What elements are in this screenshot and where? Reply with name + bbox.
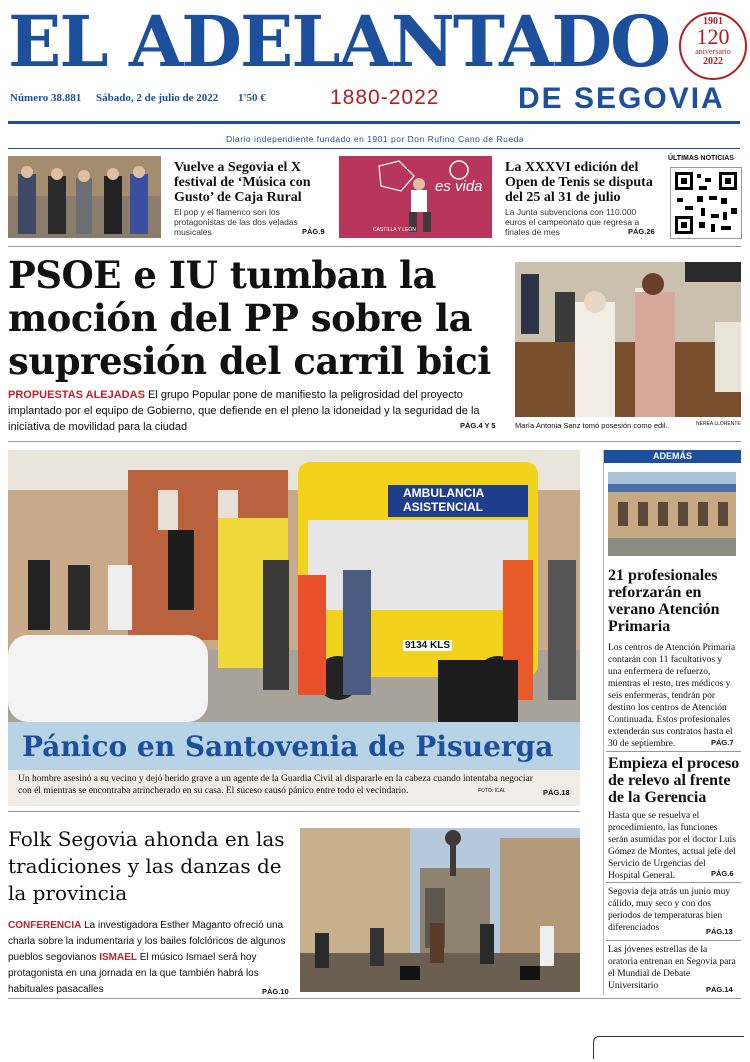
teaser-tennis-page: PÁG.26	[628, 227, 655, 236]
folk-page: PÁG.10	[262, 987, 289, 996]
sidebar-story1-body: Los centros de Atención Primaria contarán con 11 facultativos y una enfermera de refuerzo, mientras el resto, tres médicos y seis enfermeras, tendrán por destino los centros de Atención Continuada. Estos profesionales extenderán sus contratos hasta el 30 de septiembre.	[608, 643, 736, 749]
qr-code[interactable]	[670, 167, 742, 239]
main-photo-caption: María Antonia Sanz tomó posesión como edil.	[515, 421, 668, 430]
folk-photo-art	[300, 828, 580, 992]
main-lead	[8, 387, 508, 435]
main-lead-text: El grupo Popular pone de manifiesto la peligrosidad del proyecto implantado por el equipo de Gobierno, que defiende en el pleno la idoneidad y la seguridad de la iniciativa de movilidad para la ciudad	[8, 389, 480, 433]
sidebar-brief2-page: PÁG.14	[706, 985, 733, 994]
page-corner-mark	[593, 1036, 744, 1059]
teaser-divider	[8, 246, 741, 247]
tennis-photo[interactable]	[339, 156, 492, 238]
sidebar-brief1-page: PÁG.13	[706, 927, 733, 936]
sidebar-photo-art	[608, 472, 736, 556]
ambulance-plate: 9134 KLS	[405, 640, 451, 651]
folk-lead-part1: La investigadora Esther Maganto ofreció una charla sobre la indumentaria y los bailes folclóricos de algunos pueblos segovianos	[8, 920, 286, 963]
main-kicker: PROPUESTAS ALEJADAS	[8, 389, 145, 401]
main-headline[interactable]: PSOE e IU tumban la moción del PP sobre la supresión del carril bici	[8, 253, 491, 383]
sidebar-story2-body: Hasta que se resuelva el procedimiento, las funciones serán asumidas por el doctor Luis Gómez de Montes, actual jefe del Servicio de Urgencias del Hospital General.	[608, 811, 736, 881]
tennis-region: CASTILLA Y LEÓN	[373, 227, 416, 233]
teaser-festival-title[interactable]: Vuelve a Segovia el X festival de ‘Música con Gusto’ de Caja Rural	[174, 160, 311, 205]
sidebar-story2-headline[interactable]: Empieza el proceso de relevo al frente de la Gerencia	[608, 755, 740, 806]
panic-page: PÁG.18	[543, 788, 570, 797]
main-divider	[8, 441, 741, 442]
masthead-subtitle: DE SEGOVIA	[518, 82, 725, 115]
sidebar-brief2[interactable]: Las jóvenes estrellas de la oratoria entrenan en Segovia para el Mundial de Debate Universitario	[608, 945, 736, 991]
sidebar-story1-headline[interactable]: 21 profesionales reforzarán en verano Atención Primaria	[608, 567, 720, 635]
folk-lead-part2: El músico Ismael será hoy protagonista en una jornada en la que también habrá los habituales pasacalles	[8, 952, 259, 995]
anniversary-year-end: 2022	[703, 56, 723, 67]
panic-photo-art	[8, 450, 580, 722]
panic-headline[interactable]: Pánico en Santovenia de Pisuerga	[22, 730, 554, 763]
issue-number: Número 38.881	[10, 92, 82, 104]
sidebar-story2-page: PÁG.6	[711, 869, 734, 878]
ambulance-label-1: AMBULANCIA	[403, 486, 485, 500]
main-photo-art	[515, 262, 741, 417]
anniversary-badge	[679, 12, 747, 80]
masthead-rule	[8, 121, 740, 124]
panic-body: Un hombre asesinó a su vecino y dejó herido grave a un agente de la Guardia Civil al dispararle en la cabeza cuando intentaba negociar con él mientras se encontraba atrincherado en su casa. El suceso causó pánico entre todo el vecindario.	[18, 774, 533, 796]
panic-credit: FOTO: ICAL	[478, 788, 506, 794]
sidebar-photo[interactable]	[608, 472, 736, 556]
anniversary-year-start: 1901	[703, 16, 723, 27]
main-photo[interactable]	[515, 262, 741, 417]
folk-photo[interactable]	[300, 828, 580, 992]
masthead-years: 1880-2022	[330, 86, 440, 109]
qr-label: ÚLTIMAS NOTICIAS	[668, 155, 734, 162]
tagline: Diario independiente fundado en 1901 por Don Rufino Cano de Rueda	[225, 134, 525, 144]
sidebar-story1-page: PÁG.7	[711, 738, 734, 747]
festival-photo[interactable]	[8, 156, 161, 238]
teaser-tennis-title[interactable]: La XXXVI edición del Open de Tenis se disputa del 25 al 31 de julio	[505, 160, 653, 205]
tennis-photo-art	[339, 156, 492, 238]
masthead-title: EL ADELANTADO	[8, 0, 670, 83]
tagline-rule	[8, 148, 740, 149]
panic-photo[interactable]	[8, 450, 580, 722]
folk-headline[interactable]: Folk Segovia ahonda en las tradiciones y las danzas de la provincia	[8, 827, 285, 905]
teaser-tennis-subtitle: La Junta subvenciona con 110.000 euros el campeonato que regresa a finales de mes	[505, 207, 640, 237]
sidebar-brief1[interactable]: Segovia deja atrás un junio muy cálido, muy seco y con dos periodos de temperaturas bien diferenciados	[608, 887, 731, 933]
sidebar-divider-2	[606, 882, 741, 883]
qr-code-icon	[671, 168, 741, 238]
issue-date: Sábado, 2 de julio de 2022	[96, 92, 219, 104]
festival-photo-art	[8, 156, 161, 238]
bottom-rule	[8, 998, 741, 999]
folk-kicker: CONFERENCIA	[8, 920, 82, 931]
anniversary-number: 120	[696, 24, 730, 49]
sidebar-divider-1	[606, 751, 741, 752]
sidebar-header: ADEMÁS	[604, 450, 741, 463]
issue-price: 1'50 €	[238, 92, 266, 104]
tennis-logo-text: es vida	[435, 178, 483, 195]
folk-kicker-2: ISMAEL	[99, 952, 137, 963]
teaser-festival-subtitle: El pop y el flamenco son los protagonistas de las dos veladas musicales	[174, 207, 298, 237]
folk-lead	[8, 918, 292, 998]
main-page: PÁG.4 Y 5	[460, 421, 496, 430]
teaser-festival-page: PÁG.9	[302, 227, 325, 236]
anniversary-label: aniversario	[695, 47, 731, 56]
panic-divider	[8, 811, 580, 812]
main-photo-credit: NEREA LLORENTE	[696, 421, 741, 427]
ambulance-label-2: ASISTENCIAL	[403, 500, 484, 514]
sidebar-divider-3	[606, 940, 741, 941]
